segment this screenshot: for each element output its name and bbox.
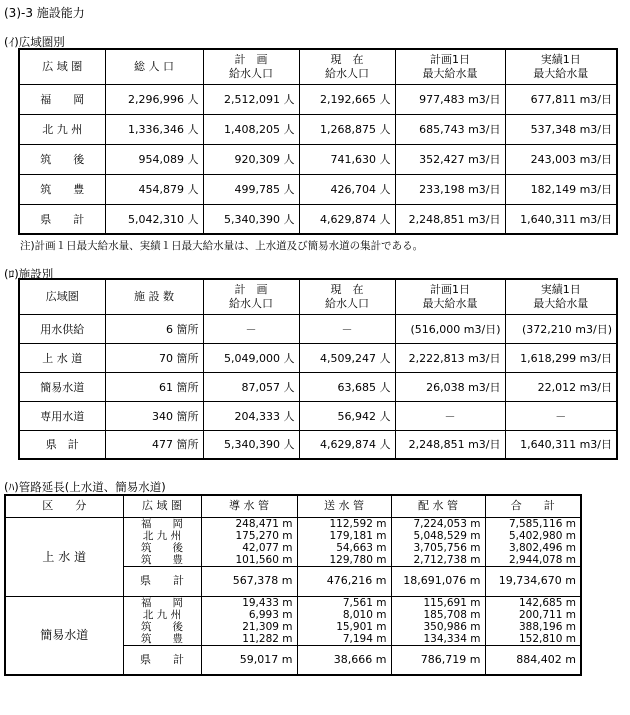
table2-subtitle: (ﾛ)施設別: [4, 267, 54, 281]
table-cell: 2,296,996 人: [105, 84, 203, 114]
table-cell: 19,433 m: [201, 596, 297, 609]
table-cell: 129,780 m: [297, 554, 391, 567]
table-cell: 175,270 m: [201, 530, 297, 542]
table-cell: 2,222,813 m3/日: [395, 343, 505, 372]
table-cell: 18,691,076 m: [391, 566, 485, 596]
row-label: 専用水道: [19, 401, 105, 430]
table-row: [19, 430, 617, 459]
table-cell: 142,685 m: [485, 596, 581, 609]
table-row: [19, 204, 617, 234]
table1-note: 注)計画１日最大給水量、実績１日最大給水量は、上水道及び簡易水道の集計である。: [20, 240, 424, 252]
table-row: [19, 144, 617, 174]
table-cell: 920,309 人: [203, 144, 299, 174]
row-label: 北 九 州: [19, 114, 105, 144]
table-cell: 1,268,875 人: [299, 114, 395, 144]
header-row: [19, 279, 617, 314]
table-cell: 3,705,756 m: [391, 542, 485, 554]
table-cell: 954,089 人: [105, 144, 203, 174]
table-cell: 21,309 m: [201, 621, 297, 633]
table-cell: 61 箇所: [105, 372, 203, 401]
table-cell: 5,402,980 m: [485, 530, 581, 542]
column-header: 広 域 圏: [123, 495, 201, 517]
table-cell: 350,986 m: [391, 621, 485, 633]
row-label: 県 計: [123, 566, 201, 596]
table-cell: 101,560 m: [201, 554, 297, 567]
table-cell: 1,640,311 m3/日: [505, 204, 617, 234]
table-cell: (372,210 m3/日): [505, 314, 617, 343]
table-row: [5, 517, 581, 530]
row-label: 筑 豊: [19, 174, 105, 204]
table-cell: 352,427 m3/日: [395, 144, 505, 174]
table-cell: 1,336,346 人: [105, 114, 203, 144]
column-header: 総 人 口: [105, 49, 203, 84]
table-row: [19, 314, 617, 343]
column-header: 配 水 管: [391, 495, 485, 517]
table-cell: 499,785 人: [203, 174, 299, 204]
header-row: [5, 495, 581, 517]
table-cell: 26,038 m3/日: [395, 372, 505, 401]
table-cell: 115,691 m: [391, 596, 485, 609]
table-cell: 685,743 m3/日: [395, 114, 505, 144]
table-cell: 786,719 m: [391, 645, 485, 675]
table-row: [19, 401, 617, 430]
column-header: 現 在 給水人口: [299, 49, 395, 84]
table-cell: 2,248,851 m3/日: [395, 204, 505, 234]
table-cell: 87,057 人: [203, 372, 299, 401]
table-cell: 182,149 m3/日: [505, 174, 617, 204]
table-cell: 59,017 m: [201, 645, 297, 675]
page-title: (3)-3 施設能力: [4, 6, 85, 20]
table-pipe-length: [4, 494, 582, 676]
table-cell: 2,512,091 人: [203, 84, 299, 114]
table-cell: 70 箇所: [105, 343, 203, 372]
table-cell: 977,483 m3/日: [395, 84, 505, 114]
column-header: 計 画 給水人口: [203, 279, 299, 314]
row-label: 県 計: [123, 645, 201, 675]
table-cell: 477 箇所: [105, 430, 203, 459]
table-cell: 2,248,851 m3/日: [395, 430, 505, 459]
table-cell: 1,408,205 人: [203, 114, 299, 144]
column-header: 計画1日 最大給水量: [395, 49, 505, 84]
table-cell: 1,618,299 m3/日: [505, 343, 617, 372]
table-cell: 4,509,247 人: [299, 343, 395, 372]
row-label: 県 計: [19, 430, 105, 459]
table-cell: 454,879 人: [105, 174, 203, 204]
table-cell: 19,734,670 m: [485, 566, 581, 596]
table-cell: 63,685 人: [299, 372, 395, 401]
table-cell: 38,666 m: [297, 645, 391, 675]
table-cell: 134,334 m: [391, 633, 485, 646]
table-cell: －: [395, 401, 505, 430]
table-cell: 5,340,390 人: [203, 430, 299, 459]
column-header: 計 画 給水人口: [203, 49, 299, 84]
table-cell: 204,333 人: [203, 401, 299, 430]
table-cell: 42,077 m: [201, 542, 297, 554]
column-header: 区 分: [5, 495, 123, 517]
table-cell: 537,348 m3/日: [505, 114, 617, 144]
table-cell: 54,663 m: [297, 542, 391, 554]
row-label: 県 計: [19, 204, 105, 234]
table3-subtitle: (ﾊ)管路延長(上水道、簡易水道): [4, 480, 166, 494]
row-label: 福 岡: [123, 596, 201, 609]
group-label: 上 水 道: [5, 517, 123, 596]
table-cell: －: [505, 401, 617, 430]
table-cell: 15,901 m: [297, 621, 391, 633]
table-cell: 22,012 m3/日: [505, 372, 617, 401]
column-header: 実績1日 最大給水量: [505, 279, 617, 314]
table-cell: －: [299, 314, 395, 343]
table-row: [5, 596, 581, 609]
table-cell: 233,198 m3/日: [395, 174, 505, 204]
row-label: 用水供給: [19, 314, 105, 343]
column-header: 実績1日 最大給水量: [505, 49, 617, 84]
row-label: 福 岡: [19, 84, 105, 114]
table-cell: 2,192,665 人: [299, 84, 395, 114]
row-label: 福 岡: [123, 517, 201, 530]
table-cell: 200,711 m: [485, 609, 581, 621]
column-header: 現 在 給水人口: [299, 279, 395, 314]
table-cell: －: [203, 314, 299, 343]
column-header: 計画1日 最大給水量: [395, 279, 505, 314]
table-cell: 179,181 m: [297, 530, 391, 542]
table-cell: 248,471 m: [201, 517, 297, 530]
table-cell: 11,282 m: [201, 633, 297, 646]
table-row: [19, 114, 617, 144]
row-label: 北 九 州: [123, 609, 201, 621]
table-cell: 8,010 m: [297, 609, 391, 621]
table-row: [19, 174, 617, 204]
table-by-facility: [18, 278, 618, 460]
table-cell: 185,708 m: [391, 609, 485, 621]
table-cell: 6,993 m: [201, 609, 297, 621]
table-cell: 7,194 m: [297, 633, 391, 646]
table-cell: 677,811 m3/日: [505, 84, 617, 114]
column-header: 広域圏: [19, 279, 105, 314]
table-cell: 112,592 m: [297, 517, 391, 530]
row-label: 筑 後: [19, 144, 105, 174]
row-label: 筑 豊: [123, 633, 201, 646]
table-cell: 3,802,496 m: [485, 542, 581, 554]
table-cell: 7,224,053 m: [391, 517, 485, 530]
table-cell: 56,942 人: [299, 401, 395, 430]
table-cell: 4,629,874 人: [299, 430, 395, 459]
table-cell: 567,378 m: [201, 566, 297, 596]
table-cell: 476,216 m: [297, 566, 391, 596]
column-header: 広 域 圏: [19, 49, 105, 84]
table-cell: 7,585,116 m: [485, 517, 581, 530]
column-header: 導 水 管: [201, 495, 297, 517]
table-cell: 388,196 m: [485, 621, 581, 633]
table-row: [19, 343, 617, 372]
table-cell: 741,630 人: [299, 144, 395, 174]
column-header: 合 計: [485, 495, 581, 517]
table-row: [19, 372, 617, 401]
group-label: 簡易水道: [5, 596, 123, 675]
header-row: [19, 49, 617, 84]
table-cell: 340 箇所: [105, 401, 203, 430]
table-cell: 4,629,874 人: [299, 204, 395, 234]
table-cell: 5,042,310 人: [105, 204, 203, 234]
row-label: 簡易水道: [19, 372, 105, 401]
table-cell: 2,712,738 m: [391, 554, 485, 567]
table-cell: 7,561 m: [297, 596, 391, 609]
table-cell: 5,049,000 人: [203, 343, 299, 372]
table-cell: 426,704 人: [299, 174, 395, 204]
row-label: 筑 後: [123, 621, 201, 633]
table-cell: 5,340,390 人: [203, 204, 299, 234]
table-cell: 6 箇所: [105, 314, 203, 343]
table-by-region: [18, 48, 618, 235]
table-cell: (516,000 m3/日): [395, 314, 505, 343]
table-cell: 5,048,529 m: [391, 530, 485, 542]
table-row: [19, 84, 617, 114]
column-header: 送 水 管: [297, 495, 391, 517]
table-cell: 1,640,311 m3/日: [505, 430, 617, 459]
table1-subtitle: (ｲ)広域圏別: [4, 35, 65, 49]
row-label: 筑 豊: [123, 554, 201, 567]
column-header: 施 設 数: [105, 279, 203, 314]
table-cell: 152,810 m: [485, 633, 581, 646]
table-cell: 243,003 m3/日: [505, 144, 617, 174]
row-label: 上 水 道: [19, 343, 105, 372]
row-label: 北 九 州: [123, 530, 201, 542]
row-label: 筑 後: [123, 542, 201, 554]
table-cell: 2,944,078 m: [485, 554, 581, 567]
table-cell: 884,402 m: [485, 645, 581, 675]
